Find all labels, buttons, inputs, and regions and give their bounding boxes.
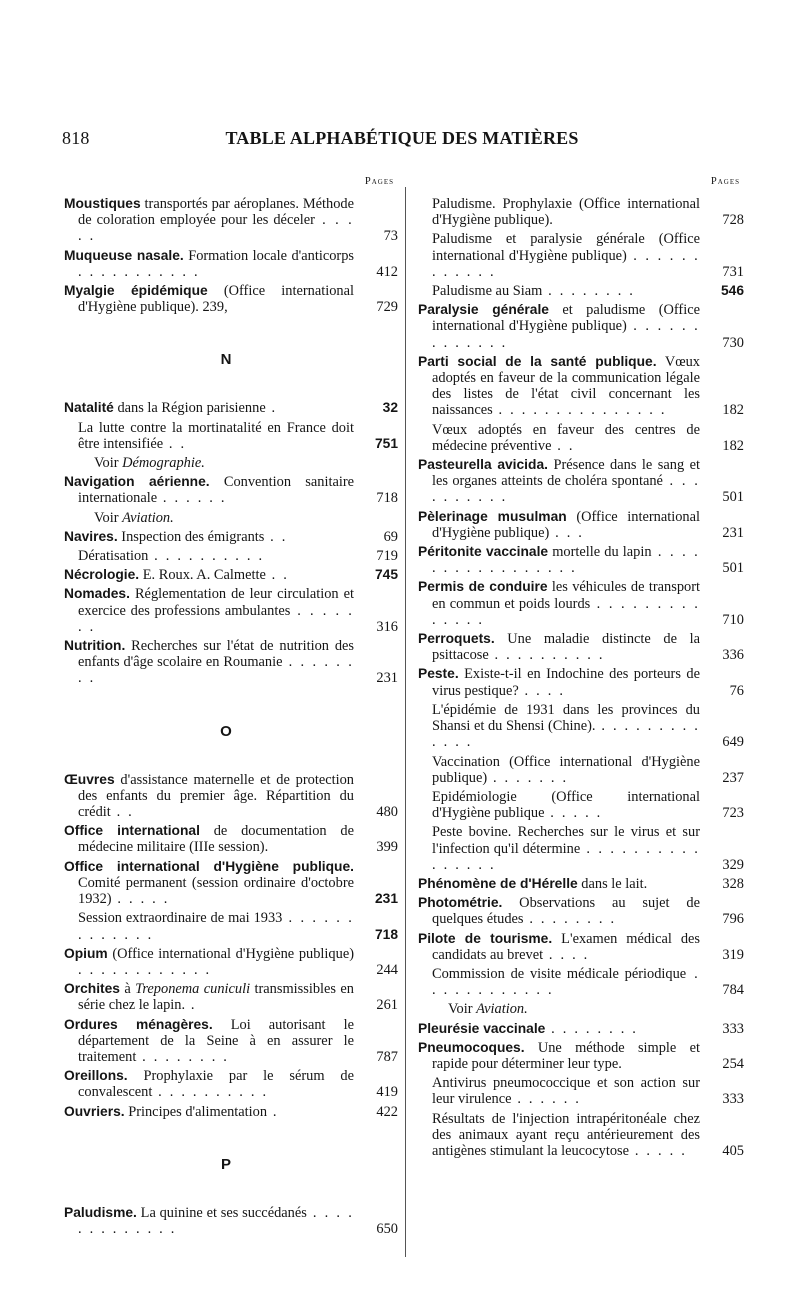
- entry-text: Observations au sujet de quelques études: [432, 895, 700, 928]
- leader-dots: .: [265, 400, 278, 417]
- subentry-text: Résultats de l'injection intrapéritonéale chez des animaux ayant reçu antérieurement des antigènes stimulant la leucocytose: [432, 1110, 700, 1159]
- entry-text: Prophylaxie par le sérum de convalescent: [78, 1068, 354, 1101]
- page-reference: 237: [722, 769, 744, 786]
- entry-heading: Office international: [64, 823, 200, 839]
- index-entry: [418, 231, 744, 280]
- subentry-text: Paludisme. Prophylaxie (Office international d'Hygiène publique).: [432, 196, 700, 229]
- entry-text: transmissibles en série chez le lapin.: [78, 981, 354, 1014]
- page-reference: 745: [374, 567, 398, 583]
- index-entry: [64, 248, 398, 280]
- column-divider: [405, 187, 406, 1257]
- leader-dots: . . . . . . .: [78, 602, 354, 635]
- entry-text: Convention sanitaire internationale: [78, 474, 355, 507]
- entry-heading: Pleurésie vaccinale: [418, 1020, 546, 1036]
- entry-text: E. Roux. A. Calmette: [139, 567, 266, 584]
- entry-heading: Oreillons.: [64, 1068, 128, 1084]
- entry-text: d'assistance maternelle et de protection des enfants du premier âge. Répartition du crédit: [78, 771, 354, 821]
- leader-dots: . . . . . . . . . . . . . . .: [492, 402, 667, 419]
- leader-dots: . . . . . . . . . .: [148, 548, 265, 565]
- entry-heading: Nutrition.: [64, 638, 126, 654]
- index-column-right: [418, 176, 744, 1162]
- leader-dots: .: [267, 1103, 279, 1120]
- leader-dots: . . . . . .: [511, 1091, 582, 1108]
- see-also-label: Voir: [94, 509, 123, 526]
- entry-heading: Péritonite vaccinale: [418, 544, 549, 560]
- page-reference: 333: [722, 1020, 744, 1037]
- index-entry: [418, 966, 744, 998]
- leader-dots: . .: [551, 437, 575, 454]
- leader-dots: . . .: [549, 524, 585, 541]
- index-entry: [418, 666, 744, 698]
- leader-dots: . . . . .: [78, 212, 354, 245]
- index-entry: [418, 354, 744, 419]
- page-reference: 796: [722, 911, 744, 928]
- page-reference: 76: [729, 682, 744, 699]
- index-entry: [418, 895, 744, 927]
- leader-dots: . . . . .: [111, 891, 170, 908]
- page-reference: 231: [376, 670, 398, 687]
- entry-text: Loi autorisant le département de la Seine à en assurer le traitement: [78, 1016, 354, 1065]
- entry-text: Recherches sur l'état de nutrition des enfants d'âge scolaire en Roumanie: [78, 638, 354, 671]
- entry-text: à: [119, 981, 136, 998]
- page-reference: 480: [376, 804, 398, 821]
- page-reference: 729: [376, 299, 398, 316]
- index-entry: [64, 420, 398, 452]
- index-entry: [64, 474, 398, 506]
- entry-heading: Nécrologie.: [64, 567, 140, 583]
- subentry-text: La lutte contre la mortinatalité en France doit être intensifiée: [78, 419, 354, 452]
- index-entry: [64, 196, 398, 245]
- subentry-text: Peste bovine. Recherches sur le virus et sur l'infection qu'il détermine: [432, 824, 700, 857]
- leader-dots: . . . . . . . . . . . . .: [78, 1204, 354, 1237]
- entry-text: Comité permanent (session ordinaire d'octobre 1932): [78, 874, 354, 908]
- leader-dots: . . . . . . . . . . . . . . . .: [432, 840, 700, 873]
- page-reference: 32: [382, 400, 398, 416]
- index-entry: [418, 283, 744, 299]
- page-reference: 719: [376, 548, 398, 565]
- index-entry: [64, 772, 398, 821]
- entry-text: Présence dans le sang et les organes atteints de choléra spontané: [432, 457, 700, 490]
- entry-text: Réglementation de leur circulation et exercice des professions ambulantes: [78, 586, 354, 619]
- index-entry: [418, 1021, 744, 1037]
- index-entry: [64, 823, 398, 855]
- entry-heading: Paludisme.: [64, 1204, 137, 1220]
- page-reference: 412: [376, 263, 398, 280]
- pages-column-label: Pages: [710, 176, 740, 187]
- page-reference: 333: [722, 1091, 744, 1108]
- page-reference: 501: [722, 560, 744, 577]
- entry-heading: Parti social de la santé publique.: [418, 353, 657, 369]
- entry-text: (Office international d'Hygiène publique). 239,: [78, 283, 354, 316]
- index-entry: [64, 400, 398, 416]
- page-reference: 405: [722, 1142, 744, 1159]
- entry-heading: Œuvres: [64, 771, 115, 787]
- page-reference: 784: [722, 982, 744, 999]
- page-reference: 723: [722, 805, 744, 822]
- subentry-text: Epidémiologie (Office international d'Hygiène publique: [432, 788, 700, 822]
- page-reference: 649: [722, 734, 744, 751]
- page-reference: 731: [722, 263, 744, 280]
- entry-heading: Pilote de tourisme.: [418, 930, 553, 946]
- entry-heading: Pèlerinage musulman: [418, 508, 567, 524]
- page-reference: 254: [722, 1055, 744, 1072]
- entry-text: Une maladie distincte de la psittacose: [432, 631, 700, 664]
- entry-text: Existe-t-il en Indochine des porteurs de virus pestique?: [432, 666, 700, 699]
- leader-dots: . . . . . . . . . . . .: [78, 961, 212, 978]
- entry-heading: Pasteurella avicida.: [418, 457, 548, 473]
- leader-dots: . .: [264, 528, 288, 545]
- entry-text: Une méthode simple et rapide pour déterminer leur type.: [432, 1039, 700, 1072]
- subentry-text: Commission de visite médicale périodique: [432, 965, 687, 982]
- pages-column-label: Pages: [364, 176, 394, 187]
- entry-heading: Peste.: [418, 666, 459, 682]
- entry-text: L'examen médical des candidats au brevet: [432, 930, 700, 963]
- leader-dots: . . . . . . . . . .: [488, 647, 605, 664]
- index-entry: [64, 548, 398, 564]
- leader-dots: . . . . . . . . . . . . .: [432, 718, 700, 751]
- entry-text: Formation locale d'anticorps: [183, 247, 354, 264]
- index-entry: [418, 302, 744, 351]
- page-reference: 718: [374, 926, 398, 942]
- page-reference: 316: [376, 618, 398, 635]
- subentry-text: Vœux adoptés en faveur des centres de médecine préventive: [432, 421, 700, 454]
- entry-text: Vœux adoptés en faveur de la communication légale des listes de l'état civil concernant les naissances: [432, 353, 701, 419]
- index-entry: [418, 631, 744, 663]
- index-entry: [418, 1111, 744, 1160]
- page-reference: 336: [722, 647, 744, 664]
- subentry-text: Antivirus pneumococcique et son action sur leur virulence: [432, 1075, 700, 1108]
- index-entry: [64, 981, 398, 1013]
- index-entry: [418, 544, 744, 576]
- subentry-text: Paludisme et paralysie générale (Office international d'Hygiène publique): [432, 231, 700, 264]
- entry-heading: Natalité: [64, 400, 114, 416]
- leader-dots: . . . . . . .: [487, 769, 569, 786]
- index-entry: [64, 283, 398, 315]
- index-entry: [64, 1205, 398, 1237]
- index-entry: [418, 422, 744, 454]
- index-entry: [418, 196, 744, 228]
- index-entry: [64, 910, 398, 942]
- entry-text: transportés par aéroplanes. Méthode de coloration employée pour les déceler: [78, 196, 354, 229]
- entry-heading: Ordures ménagères.: [64, 1016, 213, 1032]
- page-reference: 546: [720, 283, 744, 299]
- leader-dots: . . . .: [543, 946, 590, 963]
- leader-dots: . .: [265, 567, 290, 584]
- page-reference: 399: [376, 839, 398, 856]
- index-entry: [418, 876, 744, 892]
- section-letter: P: [220, 1155, 231, 1173]
- page-reference: 231: [374, 891, 398, 907]
- page-reference: 501: [722, 489, 744, 506]
- page-reference: 73: [383, 228, 398, 245]
- leader-dots: . . . . . . . .: [545, 1020, 639, 1037]
- leader-dots: . . . . . . . .: [78, 654, 354, 687]
- page-number: 818: [62, 128, 90, 148]
- page-reference: 710: [722, 611, 744, 628]
- leader-dots: . . . . .: [629, 1142, 687, 1159]
- page-reference: 751: [374, 435, 398, 451]
- subentry-text: Paludisme au Siam: [432, 283, 543, 300]
- page-reference: 728: [722, 212, 744, 229]
- page-reference: 328: [722, 875, 744, 892]
- section-letter: O: [220, 722, 232, 740]
- index-entry: [418, 702, 744, 751]
- subentry-text: Vaccination (Office international d'Hygiène publique): [432, 753, 700, 786]
- index-entry: [418, 579, 744, 628]
- index-entry: [418, 931, 744, 963]
- subentry-text: L'épidémie de 1931 dans les provinces du Shansi et du Shensi (Chine).: [432, 701, 700, 735]
- index-entry: [418, 457, 744, 506]
- entry-heading: Paralysie générale: [418, 302, 549, 318]
- see-also-label: Voir: [448, 1001, 477, 1018]
- entry-text: dans le lait.: [577, 875, 648, 892]
- entry-heading: Pneumocoques.: [418, 1039, 525, 1055]
- entry-heading: Nomades.: [64, 586, 130, 602]
- entry-heading: Ouvriers.: [64, 1103, 125, 1119]
- index-entry: [64, 638, 398, 687]
- leader-dots: . . . . . . . . . . . . .: [432, 318, 700, 351]
- entry-heading: Myalgie épidémique: [64, 283, 208, 299]
- page-reference: 329: [722, 856, 744, 873]
- see-also-reference: Aviation.: [476, 1001, 528, 1018]
- index-entry: [64, 529, 398, 545]
- page-reference: 261: [376, 997, 398, 1014]
- index-entry: [418, 1001, 744, 1017]
- page-reference: 419: [376, 1084, 398, 1101]
- section-letter: N: [220, 351, 232, 369]
- index-entry: [418, 1075, 744, 1107]
- leader-dots: .: [185, 997, 197, 1014]
- leader-dots: . . . . .: [544, 805, 603, 822]
- leader-dots: . .: [110, 804, 134, 821]
- index-entry: [64, 510, 398, 526]
- entry-text: La quinine et ses succédanés: [136, 1204, 307, 1221]
- entry-heading: Moustiques: [64, 196, 141, 211]
- see-also-reference: Aviation.: [122, 509, 174, 526]
- page-title: TABLE ALPHABÉTIQUE DES MATIÈRES: [225, 128, 579, 148]
- index-entry: [418, 754, 744, 786]
- page-header: [62, 128, 742, 152]
- leader-dots: . .: [163, 435, 187, 452]
- leader-dots: . . . . . . . .: [136, 1048, 230, 1065]
- entry-text: les véhicules de transport en commun et poids lourds: [432, 579, 700, 612]
- page-reference: 182: [722, 437, 744, 454]
- page-reference: 231: [722, 524, 744, 541]
- entry-text: dans la Région parisienne: [113, 400, 266, 417]
- page-reference: 730: [722, 334, 744, 351]
- entry-heading: Orchites: [64, 981, 120, 997]
- page-reference: 69: [383, 528, 398, 545]
- index-entry: [64, 586, 398, 635]
- index-entry: [418, 509, 744, 541]
- index-entry: [64, 455, 398, 471]
- page-reference: 182: [722, 402, 744, 419]
- index-entry: [64, 1068, 398, 1100]
- subentry-text: Session extraordinaire de mai 1933: [78, 910, 283, 927]
- page-reference: 650: [376, 1220, 398, 1237]
- leader-dots: . . . . . .: [157, 490, 227, 507]
- leader-dots: . . . .: [518, 682, 566, 699]
- leader-dots: . . . . . . . . . . . .: [432, 965, 700, 999]
- index-column-left: [64, 176, 398, 1240]
- entry-text: (Office international d'Hygiène publique): [107, 945, 354, 962]
- entry-heading: Permis de conduire: [418, 579, 548, 595]
- entry-italic-text: Treponema cuniculi: [135, 981, 251, 998]
- leader-dots: . . . . . . . .: [523, 911, 617, 928]
- entry-heading: Muqueuse nasale.: [64, 247, 184, 263]
- leader-dots: . . . . . . . . . . . . . .: [432, 595, 700, 628]
- index-entry: [418, 789, 744, 821]
- see-also-reference: Démographie.: [122, 455, 205, 472]
- see-also-label: Voir: [94, 455, 123, 472]
- entry-text: Principes d'alimentation: [124, 1103, 268, 1120]
- page-reference: 244: [376, 961, 398, 978]
- entry-heading: Opium: [64, 945, 108, 961]
- entry-text: de documentation de médecine militaire (IIIe session).: [78, 823, 354, 856]
- page-reference: 319: [722, 946, 744, 963]
- leader-dots: . . . . . . . . . . .: [78, 263, 200, 280]
- page-reference: 718: [376, 490, 398, 507]
- leader-dots: . . . . . . . . . .: [432, 473, 700, 506]
- entry-heading: Perroquets.: [418, 631, 495, 647]
- index-entry: [64, 946, 398, 978]
- leader-dots: . . . . . . . . . . . . .: [78, 910, 355, 943]
- index-entry: [64, 859, 398, 908]
- entry-heading: Office international d'Hygiène publique.: [64, 858, 354, 874]
- entry-heading: Navigation aérienne.: [64, 474, 210, 490]
- page-reference: 422: [376, 1103, 398, 1120]
- entry-text: (Office international d'Hygiène publique): [432, 508, 701, 541]
- subentry-text: Dératisation: [78, 548, 149, 565]
- entry-heading: Phénomène de d'Hérelle: [418, 875, 578, 891]
- leader-dots: . . . . . . . .: [542, 283, 636, 300]
- entry-text: Inspection des émigrants: [117, 528, 265, 545]
- index-entry: [64, 1017, 398, 1066]
- index-entry: [418, 824, 744, 873]
- index-entry: [418, 1040, 744, 1072]
- entry-text: et paludisme (Office international d'Hygiène publique): [432, 302, 700, 335]
- index-entry: [64, 567, 398, 583]
- entry-heading: Photométrie.: [418, 895, 503, 911]
- leader-dots: . . . . . . . . . . . . . . . . .: [432, 544, 700, 577]
- page-reference: 787: [376, 1048, 398, 1065]
- entry-heading: Navires.: [64, 528, 118, 544]
- index-entry: [64, 1104, 398, 1120]
- leader-dots: . . . . . . . . . . . .: [432, 247, 700, 280]
- leader-dots: . . . . . . . . . .: [152, 1084, 269, 1101]
- entry-text: mortelle du lapin: [548, 544, 652, 561]
